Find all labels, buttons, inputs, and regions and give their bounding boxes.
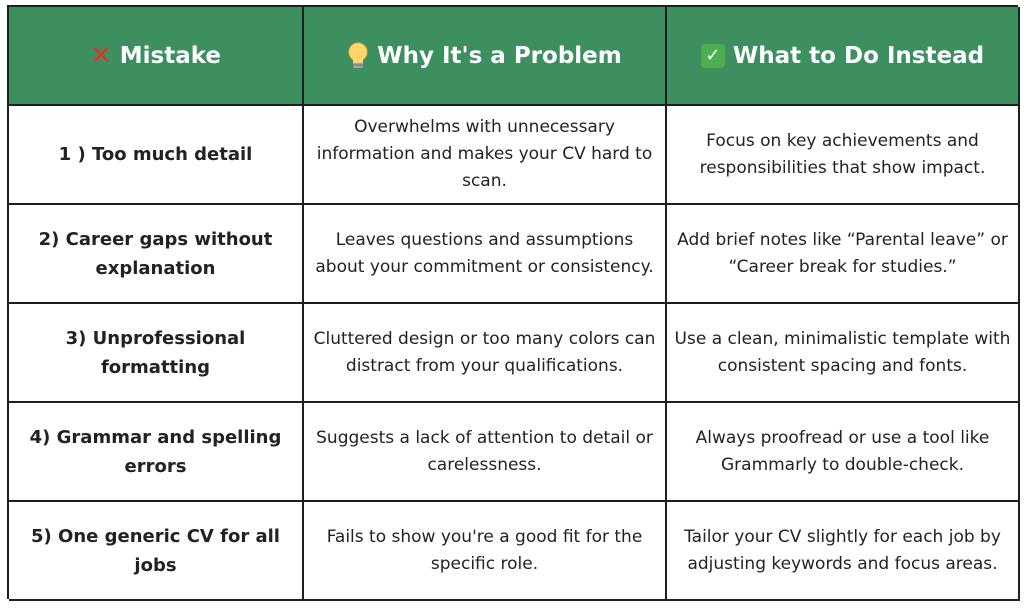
light-bulb-icon xyxy=(347,42,369,70)
header-mistake-label: Mistake xyxy=(119,42,222,69)
table-row-1-instead: Focus on key achievements and responsibilities that show impact. xyxy=(667,106,1020,205)
cross-mark-icon: ✕ xyxy=(89,40,112,71)
header-why xyxy=(304,7,667,106)
table-row-1-why: Overwhelms with unnecessary information and makes your CV hard to scan. xyxy=(304,106,667,205)
table-row-2-instead: Add brief notes like “Parental leave” or “Career break for studies.” xyxy=(667,205,1020,304)
table-row-5-mistake: 5) One generic CV for all jobs xyxy=(9,502,304,601)
table-row-5-why: Fails to show you're a good fit for the specific role. xyxy=(304,502,667,601)
table-row-3-mistake: 3) Unprofessional formatting xyxy=(9,304,304,403)
header-instead-label: What to Do Instead xyxy=(732,42,985,69)
table-row-3-instead: Use a clean, minimalistic template with consistent spacing and fonts. xyxy=(667,304,1020,403)
table-row-5-instead: Tailor your CV slightly for each job by adjusting keywords and focus areas. xyxy=(667,502,1020,601)
table-row-2-mistake: 2) Career gaps without explanation xyxy=(9,205,304,304)
cv-mistakes-table xyxy=(7,5,1018,599)
header-why-label: Why It's a Problem xyxy=(377,42,622,69)
header-mistake xyxy=(9,7,304,106)
check-mark-button-icon: ✓ xyxy=(701,44,725,68)
table-row-3-why: Cluttered design or too many colors can distract from your qualifications. xyxy=(304,304,667,403)
table-row-4-mistake: 4) Grammar and spelling errors xyxy=(9,403,304,502)
header-instead xyxy=(667,7,1020,106)
table-row-2-why: Leaves questions and assumptions about your commitment or consistency. xyxy=(304,205,667,304)
table-row-4-why: Suggests a lack of attention to detail or carelessness. xyxy=(304,403,667,502)
table-row-4-instead: Always proofread or use a tool like Grammarly to double-check. xyxy=(667,403,1020,502)
table-row-1-mistake: 1 ) Too much detail xyxy=(9,106,304,205)
